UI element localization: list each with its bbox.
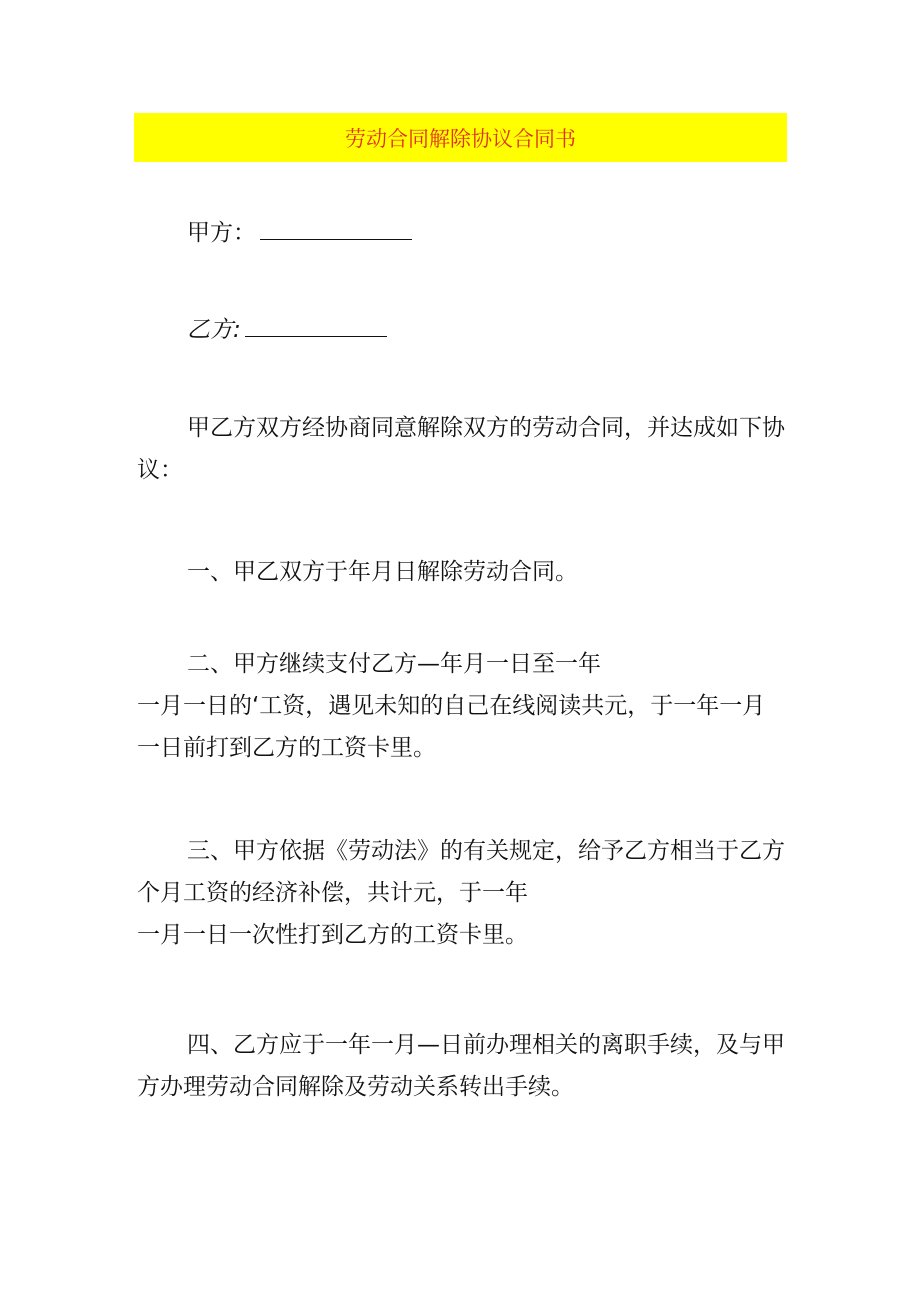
clause-3-paragraph <box>137 830 787 956</box>
intro-line-2: 议： <box>137 457 183 483</box>
clause-2-line-2: 一月一日的‘工资，遇见未知的自己在线阅读共元，于一年一月 <box>137 693 766 719</box>
clause-4-line-2: 方办理劳动合同解除及劳动关系转出手续。 <box>137 1074 574 1100</box>
party-a-label: 甲方： <box>187 220 256 246</box>
clause-2-line-1: 二、甲方继续支付乙方—年月一日至一年 <box>187 651 601 677</box>
clause-1-paragraph <box>137 551 787 593</box>
title-banner <box>134 113 787 162</box>
party-b-line <box>187 315 387 345</box>
party-b-blank <box>245 316 387 337</box>
clause-1-line-1: 一、甲乙双方于年月日解除劳动合同。 <box>187 559 578 585</box>
clause-2-paragraph <box>137 643 787 769</box>
clause-3-line-3: 一月一日一次性打到乙方的工资卡里。 <box>137 922 528 948</box>
document-title: 劳动合同解除协议合同书 <box>345 126 576 151</box>
clause-4-line-1: 四、乙方应于一年一月—日前办理相关的离职手续，及与甲 <box>187 1032 785 1058</box>
party-a-line <box>187 218 412 248</box>
clause-4-paragraph <box>137 1024 787 1108</box>
intro-line-1: 甲乙方双方经协商同意解除双方的劳动合同，并达成如下协 <box>187 415 785 441</box>
clause-3-line-1: 三、甲方依据《劳动法》的有关规定，给予乙方相当于乙方 <box>187 838 785 864</box>
party-a-blank <box>260 219 412 240</box>
clause-2-line-3: 一日前打到乙方的工资卡里。 <box>137 735 436 761</box>
intro-paragraph <box>137 407 787 491</box>
clause-3-line-2: 个月工资的经济补偿，共计元，于一年 <box>137 880 528 906</box>
party-b-label: 乙方: <box>187 317 241 343</box>
